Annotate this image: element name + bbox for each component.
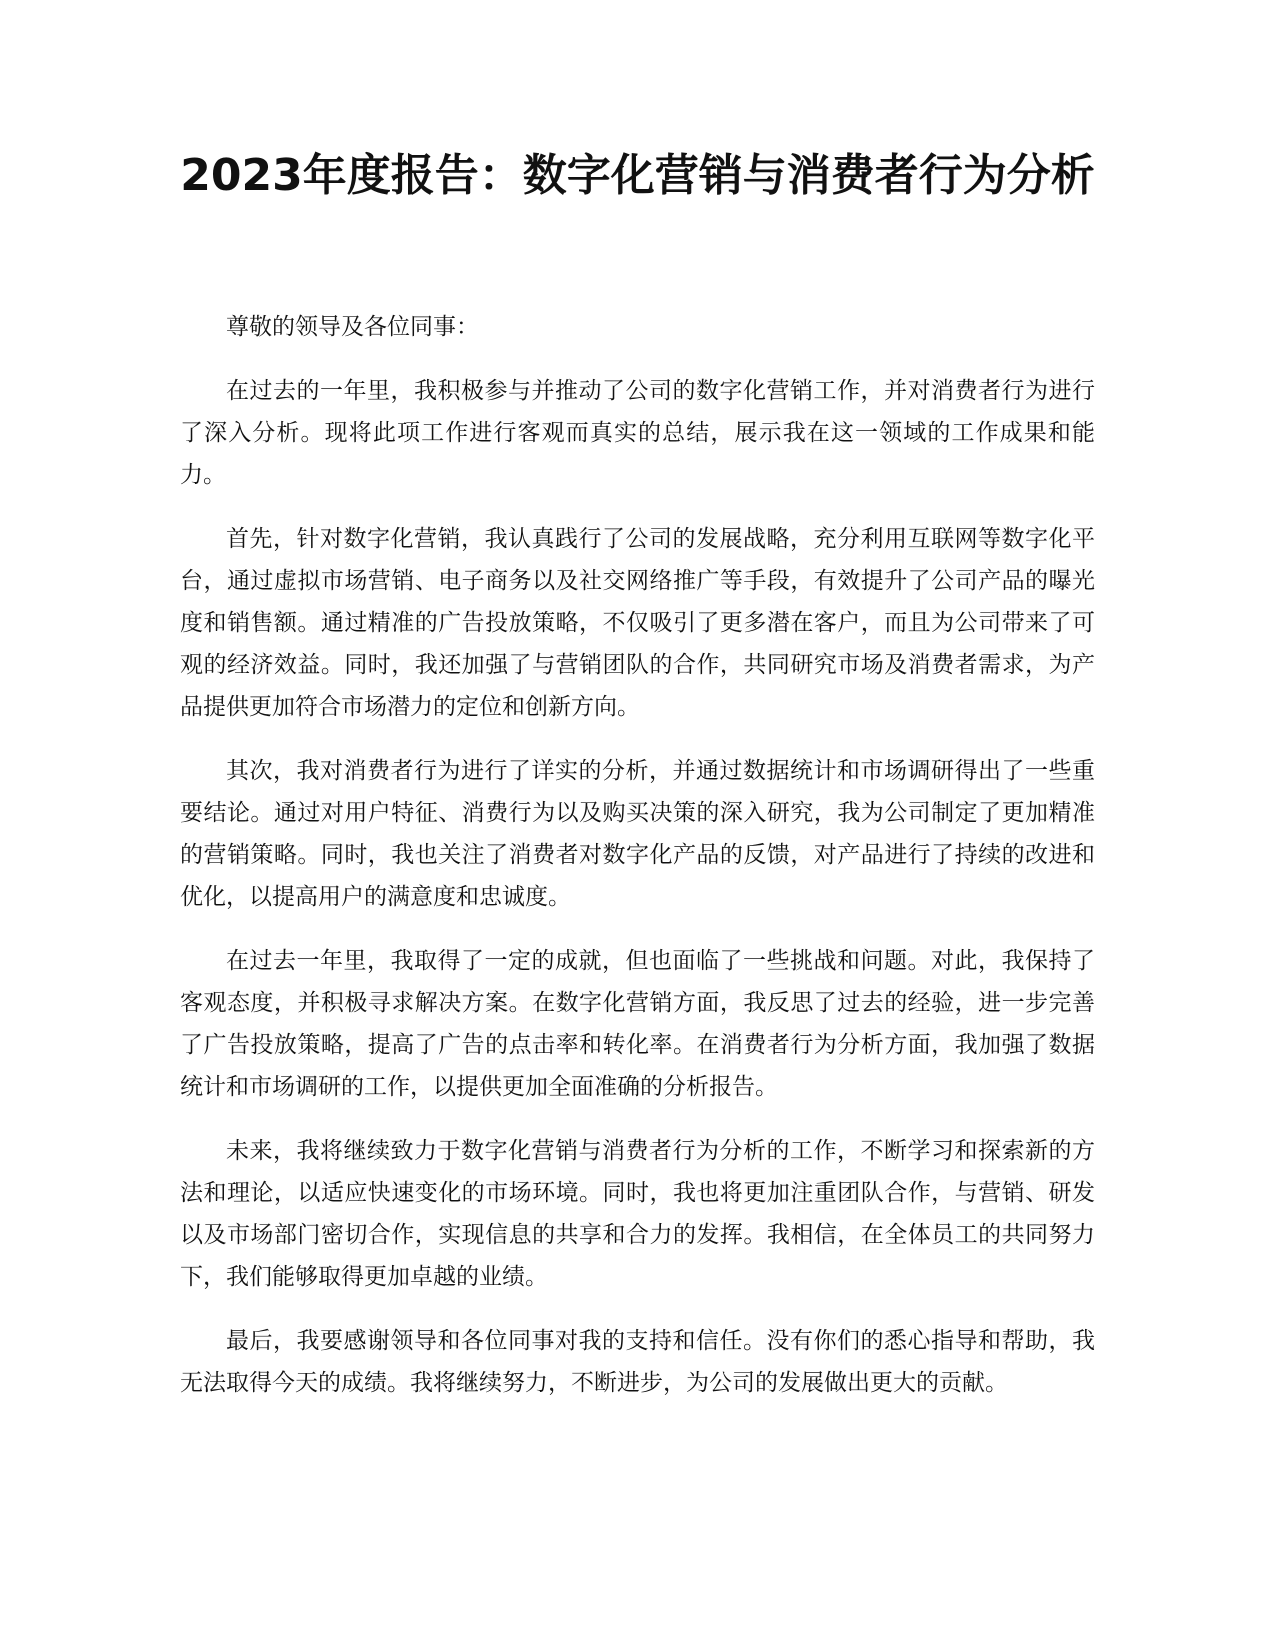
document-title: 2023年度报告：数字化营销与消费者行为分析 (180, 150, 1095, 201)
digital-marketing-paragraph: 首先，针对数字化营销，我认真践行了公司的发展战略，充分利用互联网等数字化平台，通过虚拟市场营销、电子商务以及社交网络推广等手段，有效提升了公司产品的曝光度和销售额。通过精准的广告投放策略，不仅吸引了更多潜在客户，而且为公司带来了可观的经济效益。同时，我还加强了与营销团队的合作，共同研究市场及消费者需求，为产品提供更加符合市场潜力的定位和创新方向。 (180, 526, 1095, 720)
document-body (180, 306, 1095, 1426)
challenges-paragraph: 在过去一年里，我取得了一定的成就，但也面临了一些挑战和问题。对此，我保持了客观态度，并积极寻求解决方案。在数字化营销方面，我反思了过去的经验，进一步完善了广告投放策略，提高了广告的点击率和转化率。在消费者行为分析方面，我加强了数据统计和市场调研的工作，以提供更加全面准确的分析报告。 (180, 948, 1095, 1100)
future-plans-paragraph: 未来，我将继续致力于数字化营销与消费者行为分析的工作，不断学习和探索新的方法和理论，以适应快速变化的市场环境。同时，我也将更加注重团队合作，与营销、研发以及市场部门密切合作，实现信息的共享和合力的发挥。我相信，在全体员工的共同努力下，我们能够取得更加卓越的业绩。 (180, 1138, 1095, 1290)
salutation-paragraph: 尊敬的领导及各位同事： (226, 314, 479, 340)
closing-paragraph: 最后，我要感谢领导和各位同事对我的支持和信任。没有你们的悉心指导和帮助，我无法取得今天的成绩。我将继续努力，不断进步，为公司的发展做出更大的贡献。 (180, 1328, 1095, 1396)
intro-paragraph: 在过去的一年里，我积极参与并推动了公司的数字化营销工作，并对消费者行为进行了深入分析。现将此项工作进行客观而真实的总结，展示我在这一领域的工作成果和能力。 (180, 378, 1095, 488)
consumer-behavior-paragraph: 其次，我对消费者行为进行了详实的分析，并通过数据统计和市场调研得出了一些重要结论。通过对用户特征、消费行为以及购买决策的深入研究，我为公司制定了更加精准的营销策略。同时，我也关注了消费者对数字化产品的反馈，对产品进行了持续的改进和优化，以提高用户的满意度和忠诚度。 (180, 758, 1095, 910)
